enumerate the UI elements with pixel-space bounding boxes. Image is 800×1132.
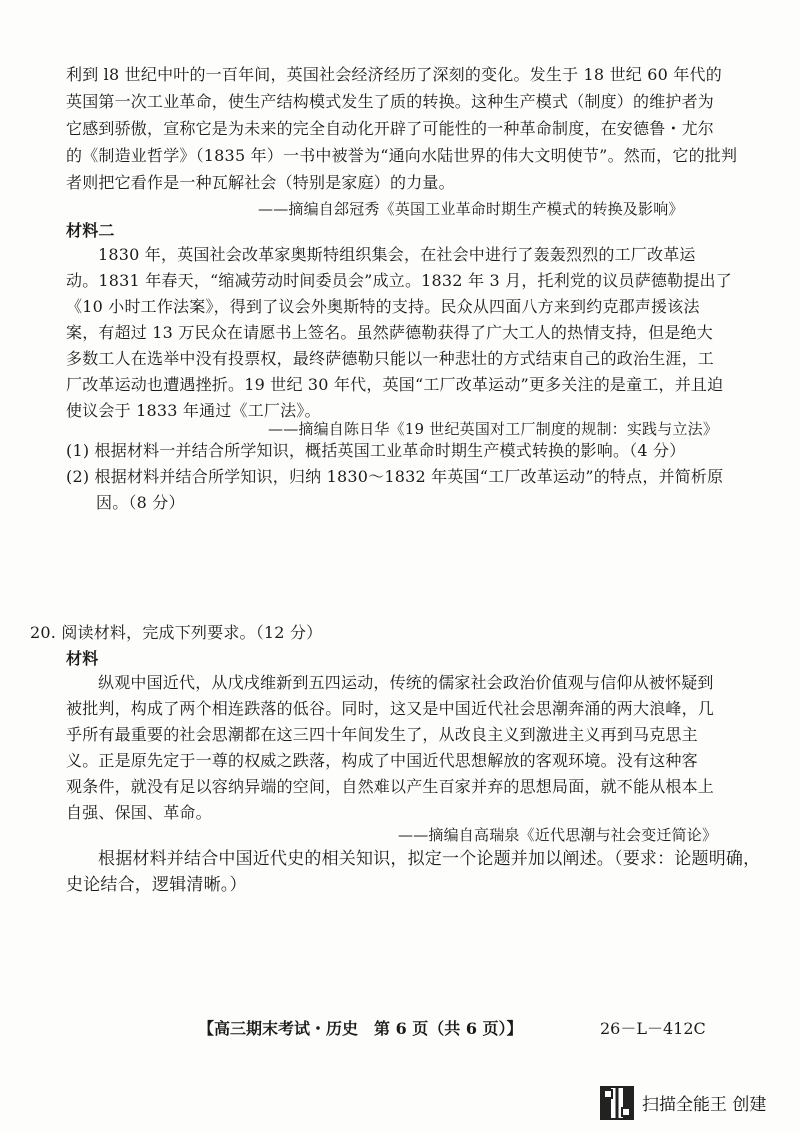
q20-material-line: 义。正是原先定于一尊的权威之跌落，构成了中国近代思想解放的客观环境。没有这种客 xyxy=(66,751,698,770)
material2-line: 1830 年，英国社会改革家奥斯特组织集会，在社会中进行了轰轰烈烈的工厂改革运 xyxy=(98,245,696,264)
material2-line: 动。1831 年春天，“缩减劳动时间委员会”成立。1832 年 3 月，托利党的议员萨德勒提出了 xyxy=(66,271,732,290)
q19-task-2-cont: 因。（8 分） xyxy=(96,493,185,512)
material1-line: 者则把它看作是一种瓦解社会（特别是家庭）的力量。 xyxy=(66,173,455,192)
q20-material-line: 自强、保国、革命。 xyxy=(66,803,212,822)
material1-line: 英国第一次工业革命，使生产结构模式发生了质的转换。这种生产模式（制度）的维护者为 xyxy=(66,92,715,111)
material1-source: ——摘编自郐冠秀《英国工业革命时期生产模式的转换及影响》 xyxy=(258,200,684,218)
q20-task-line: 史论结合，逻辑清晰。） xyxy=(66,875,247,895)
material2-line: 厂改革运动也遭遇挫折。19 世纪 30 年代，英国“工厂改革运动”更多关注的是童工，并且迫 xyxy=(66,375,724,394)
q20-material-heading: 材料 xyxy=(66,649,99,668)
material2-line: 使议会于 1833 年通过《工厂法》。 xyxy=(66,401,321,420)
material2-line: 《10 小时工作法案》，得到了议会外奥斯特的支持。民众从四面八方来到约克郡声援该法 xyxy=(66,297,700,316)
scanner-watermark: 扫描全能王 创建 xyxy=(642,1095,767,1115)
q20-material-line: 被批判，构成了两个相连跌落的低谷。同时，这又是中国近代社会思潮奔涌的两大浪峰，几 xyxy=(66,699,715,718)
q20-material-line: 纵观中国近代，从戊戌维新到五四运动，传统的儒家社会政治价值观与信仰从被怀疑到 xyxy=(98,673,714,692)
q20-task-line: 根据材料并结合中国近代史的相关知识，拟定一个论题并加以阐述。（要求：论题明确， xyxy=(98,849,761,869)
qr-code-icon xyxy=(600,1086,634,1120)
q20-material-line: 观条件，就没有足以容纳异端的空间，自然难以产生百家并弃的思想局面，就不能从根本上 xyxy=(66,777,715,796)
q19-task-1: (1) 根据材料一并结合所学知识，概括英国工业革命时期生产模式转换的影响。（4 分） xyxy=(66,441,686,460)
material2-heading: 材料二 xyxy=(66,221,115,240)
q20-source: ——摘编自高瑞泉《近代思潮与社会变迁简论》 xyxy=(398,826,718,844)
material2-line: 案，有超过 13 万民众在请愿书上签名。虽然萨德勒获得了广大工人的热情支持，但是绝大 xyxy=(66,323,713,342)
material2-line: 多数工人在选举中没有投票权，最终萨德勒只能以一种悲壮的方式结束自己的政治生涯，工 xyxy=(66,349,715,368)
page-footer: 【高三期末考试・历史 第 6 页（共 6 页）】 xyxy=(198,1019,523,1038)
q20-material-line: 乎所有最重要的社会思潮都在这三四十年间发生了，从改良主义到激进主义再到马克思主 xyxy=(66,725,698,744)
q19-task-2: (2) 根据材料并结合所学知识，归纳 1830～1832 年英国“工厂改革运动”的特点，并简析原 xyxy=(66,467,724,486)
q20-title: 20. 阅读材料，完成下列要求。（12 分） xyxy=(30,623,323,642)
material2-source: ——摘编自陈日华《19 世纪英国对工厂制度的规制：实践与立法》 xyxy=(268,420,719,438)
material1-line: 利到 l8 世纪中叶的一百年间，英国社会经济经历了深刻的变化。发生于 18 世纪 60 年代的 xyxy=(66,65,722,84)
material1-line: 它感到骄傲，宣称它是为未来的完全自动化开辟了可能性的一种革命制度，在安德鲁・尤尔 xyxy=(66,119,715,138)
paper-code: 26－L－412C xyxy=(600,1019,706,1038)
material1-line: 的《制造业哲学》（1835 年）一书中被誉为“通向水陆世界的伟大文明使节”。然而，它的批判 xyxy=(66,146,738,165)
